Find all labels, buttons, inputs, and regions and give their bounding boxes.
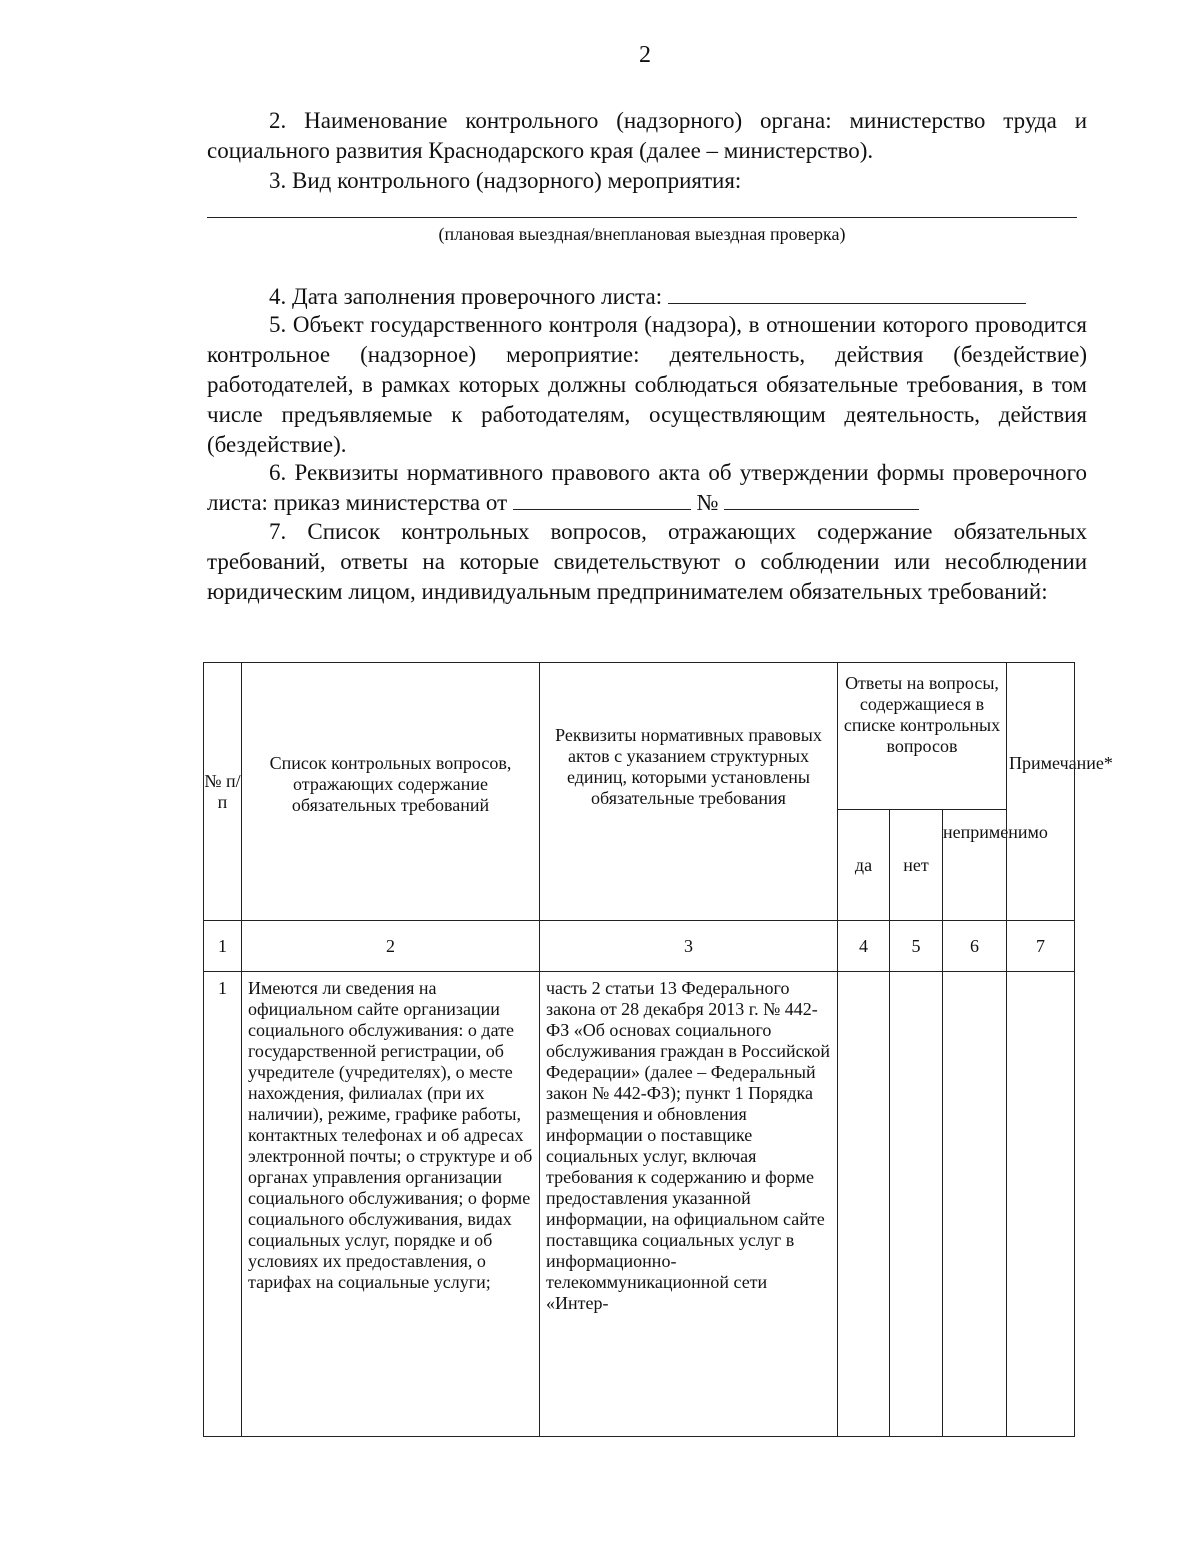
inspection-type-line [207, 217, 1077, 218]
header-requisites: Реквизиты нормативных правовых актов с указанием структурных единиц, которыми установлены обязательные требования [540, 663, 838, 921]
order-number-blank [724, 489, 919, 510]
paragraph-4-text: 4. Дата заполнения проверочного листа: [269, 284, 663, 309]
row-answer-na[interactable] [943, 972, 1007, 1437]
paragraph-2 [207, 106, 1087, 166]
paragraph-5-text: 5. Объект государственного контроля (надзора), в отношении которого проводится контрольное (надзорное) мероприятие: деятельность, действия (бездействие) работодателей, в рамках которых должны соблюдаться обязательные требования, в том числе предъявляемые к работодателям, осуществляющим деятельность, действия (бездействие). [207, 312, 1087, 457]
header-questions: Список контрольных вопросов, отражающих содержание обязательных требований [242, 663, 540, 921]
row-answer-no[interactable] [890, 972, 943, 1437]
index-cell: 3 [540, 921, 838, 972]
header-no: нет [890, 810, 943, 921]
page-number: 2 [639, 42, 651, 68]
paragraph-4 [207, 282, 1087, 312]
index-cell: 4 [838, 921, 890, 972]
row-requisite: часть 2 статьи 13 Федерального закона от 28 декабря 2013 г. № 442-ФЗ «Об основах социального обслуживания граждан в Российской Федерации» (далее – Федеральный закон № 442-ФЗ); пункт 1 Порядка размещения и обновления информации о поставщике социальных услуг, включая требования к содержанию и форме предоставления указанной информации, на официальном сайте поставщика социальных услуг в информационно-телекоммуникационной сети «Интер- [540, 972, 838, 1437]
paragraph-6-text: 6. Реквизиты нормативного правового акта об утверждении формы проверочного листа: приказ министерства от [207, 460, 1087, 515]
paragraph-2-text: 2. Наименование контрольного (надзорного) органа: министерство труда и социального развития Краснодарского края (далее – министерство). [207, 108, 1087, 163]
fill-date-blank [668, 283, 1026, 304]
order-number-sign: № [696, 490, 719, 515]
header-num: № п/п [204, 663, 242, 921]
paragraph-6 [207, 458, 1087, 518]
header-not-applicable: неприменимо [943, 810, 1007, 921]
header-answers: Ответы на вопросы, содержащиеся в списке контрольных вопросов [838, 663, 1007, 810]
header-yes: да [838, 810, 890, 921]
index-cell: 7 [1007, 921, 1075, 972]
index-cell: 2 [242, 921, 540, 972]
inspection-type-caption: (плановая выездная/внеплановая выездная проверка) [438, 224, 846, 244]
index-cell: 5 [890, 921, 943, 972]
row-note[interactable] [1007, 972, 1075, 1437]
header-note: Примечание* [1007, 663, 1075, 921]
paragraph-7 [207, 517, 1087, 607]
paragraph-7-text: 7. Список контрольных вопросов, отражающих содержание обязательных требований, ответы на которые свидетельствуют о соблюдении или несоблюдении юридическим лицом, индивидуальным предпринимателем обязательных требований: [207, 519, 1087, 604]
table-header-row [204, 663, 1075, 810]
paragraph-5 [207, 310, 1087, 460]
table-index-row [204, 921, 1075, 972]
row-answer-yes[interactable] [838, 972, 890, 1437]
table-row [204, 972, 1075, 1437]
checklist-table [203, 662, 1113, 1437]
paragraph-3 [207, 166, 1087, 196]
order-date-blank [513, 489, 691, 510]
row-question: Имеются ли сведения на официальном сайте организации социального обслуживания: о дате государственной регистрации, об учредителе (учредителях), о месте нахождения, филиалах (при их наличии), режиме, графике работы, контактных телефонах и об адресах электронной почты; о структуре и об органах управления организации социального обслуживания; о форме социального обслуживания, видах социальных услуг, порядке и об условиях их предоставления, о тарифах на социальные услуги; [242, 972, 540, 1437]
row-number: 1 [204, 972, 242, 1437]
index-cell: 6 [943, 921, 1007, 972]
paragraph-3-text: 3. Вид контрольного (надзорного) мероприятия: [269, 168, 742, 193]
index-cell: 1 [204, 921, 242, 972]
